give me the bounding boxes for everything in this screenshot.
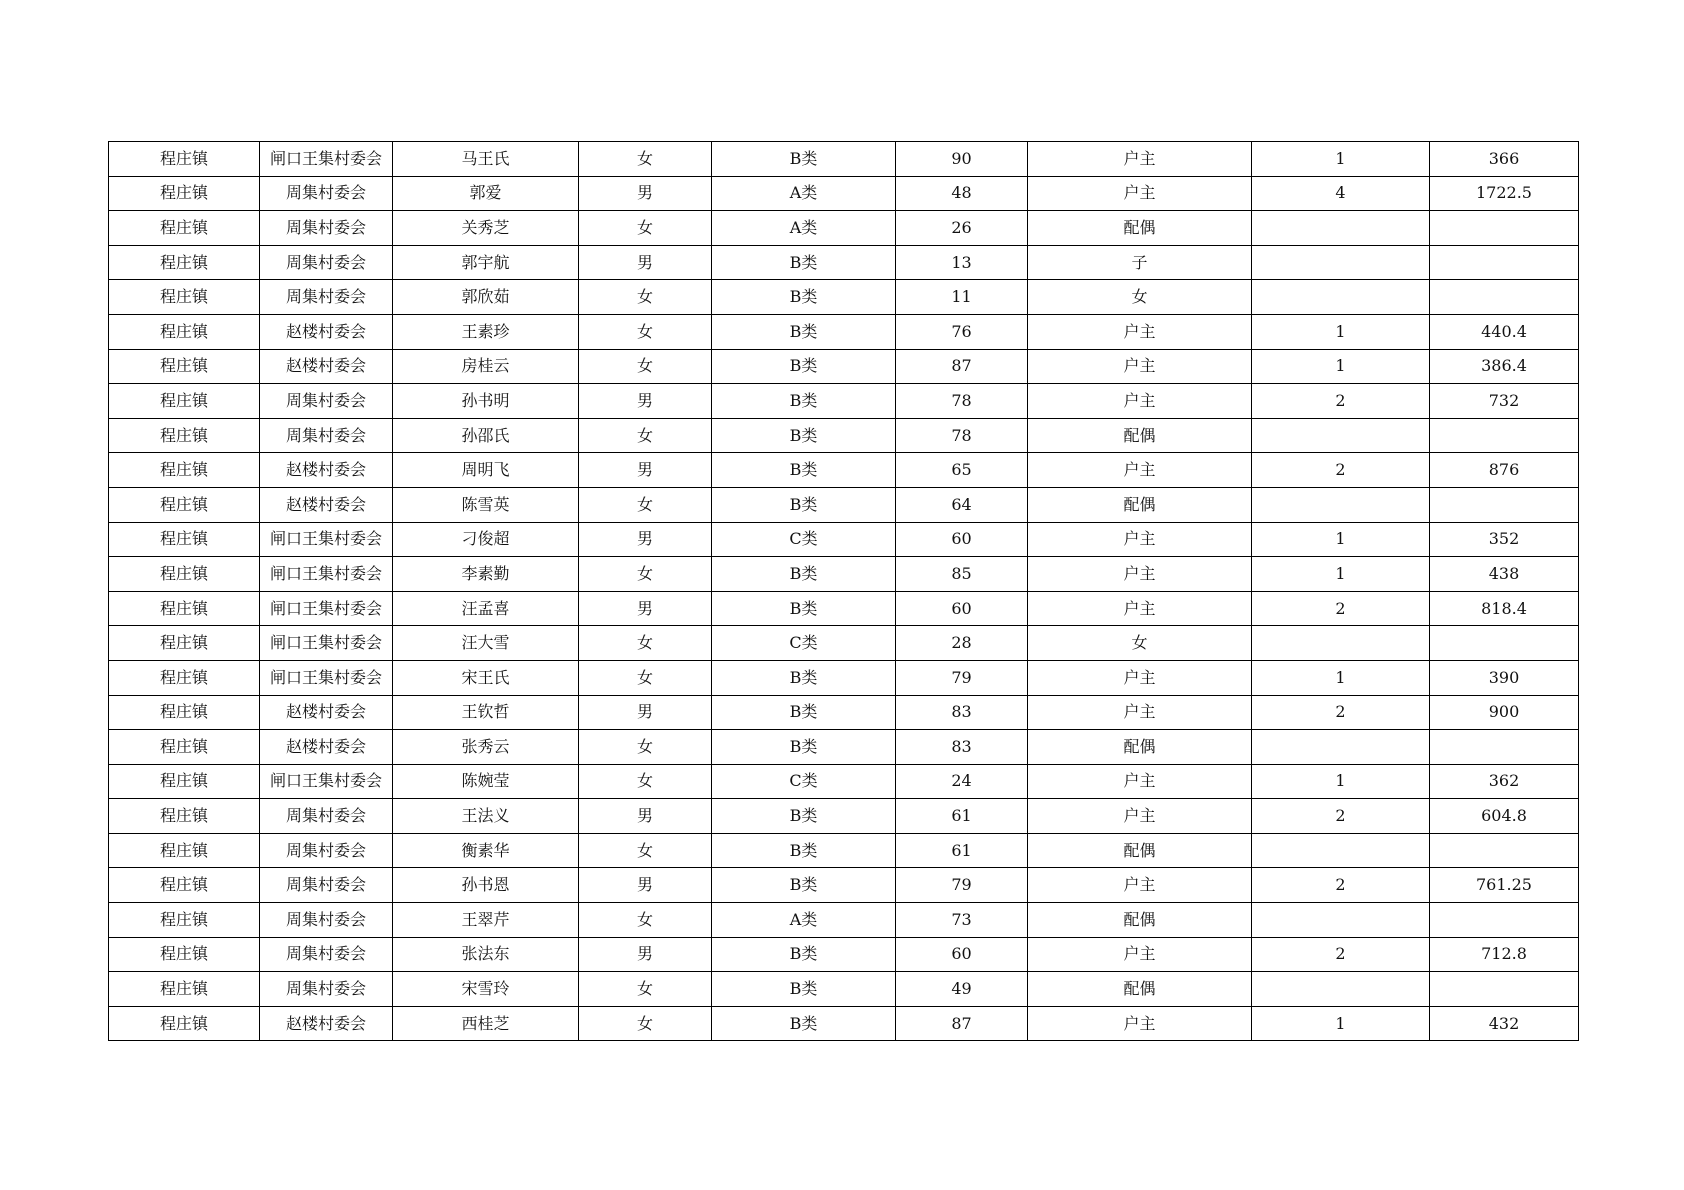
relation-cell: 女 [1028,280,1252,315]
category-cell: B类 [712,972,896,1007]
table-row [109,280,1579,315]
village-cell: 闸口王集村委会 [260,591,393,626]
age-cell: 87 [896,349,1028,384]
village-cell: 周集村委会 [260,384,393,419]
table-row [109,349,1579,384]
gender-cell: 男 [579,868,712,903]
name-cell: 衡素华 [393,833,579,868]
age-cell: 60 [896,591,1028,626]
amount-cell [1430,730,1579,765]
amount-cell [1430,487,1579,522]
amount-cell [1430,903,1579,938]
name-cell: 李素勤 [393,557,579,592]
amount-cell: 432 [1430,1006,1579,1041]
age-cell: 78 [896,418,1028,453]
relation-cell: 配偶 [1028,487,1252,522]
gender-cell: 女 [579,833,712,868]
category-cell: B类 [712,557,896,592]
amount-cell: 1722.5 [1430,176,1579,211]
household-size-cell: 2 [1252,453,1430,488]
name-cell: 郭欣茹 [393,280,579,315]
relation-cell: 户主 [1028,557,1252,592]
age-cell: 49 [896,972,1028,1007]
name-cell: 郭爱 [393,176,579,211]
name-cell: 孙邵氏 [393,418,579,453]
gender-cell: 男 [579,522,712,557]
records-table [108,141,1579,1041]
amount-cell: 440.4 [1430,314,1579,349]
table-row [109,487,1579,522]
category-cell: B类 [712,1006,896,1041]
age-cell: 13 [896,245,1028,280]
category-cell: B类 [712,833,896,868]
gender-cell: 女 [579,280,712,315]
table-row [109,660,1579,695]
town-cell: 程庄镇 [109,487,260,522]
household-size-cell: 1 [1252,349,1430,384]
relation-cell: 户主 [1028,868,1252,903]
age-cell: 79 [896,660,1028,695]
age-cell: 83 [896,695,1028,730]
amount-cell: 352 [1430,522,1579,557]
document-page [108,141,1578,1041]
age-cell: 60 [896,522,1028,557]
age-cell: 64 [896,487,1028,522]
name-cell: 陈雪英 [393,487,579,522]
gender-cell: 女 [579,314,712,349]
town-cell: 程庄镇 [109,245,260,280]
name-cell: 马王氏 [393,142,579,177]
table-body [109,142,1579,1041]
household-size-cell: 2 [1252,591,1430,626]
age-cell: 48 [896,176,1028,211]
amount-cell: 712.8 [1430,937,1579,972]
household-size-cell [1252,280,1430,315]
household-size-cell: 1 [1252,1006,1430,1041]
village-cell: 周集村委会 [260,280,393,315]
category-cell: B类 [712,453,896,488]
household-size-cell: 1 [1252,142,1430,177]
amount-cell: 900 [1430,695,1579,730]
village-cell: 周集村委会 [260,903,393,938]
village-cell: 赵楼村委会 [260,453,393,488]
relation-cell: 配偶 [1028,903,1252,938]
town-cell: 程庄镇 [109,799,260,834]
age-cell: 61 [896,833,1028,868]
town-cell: 程庄镇 [109,314,260,349]
category-cell: B类 [712,868,896,903]
village-cell: 周集村委会 [260,245,393,280]
gender-cell: 女 [579,1006,712,1041]
amount-cell [1430,211,1579,246]
category-cell: B类 [712,314,896,349]
village-cell: 闸口王集村委会 [260,626,393,661]
relation-cell: 户主 [1028,695,1252,730]
gender-cell: 女 [579,730,712,765]
table-row [109,903,1579,938]
age-cell: 60 [896,937,1028,972]
name-cell: 西桂芝 [393,1006,579,1041]
table-row [109,384,1579,419]
town-cell: 程庄镇 [109,418,260,453]
age-cell: 11 [896,280,1028,315]
relation-cell: 户主 [1028,384,1252,419]
table-row [109,211,1579,246]
category-cell: A类 [712,903,896,938]
village-cell: 赵楼村委会 [260,349,393,384]
name-cell: 孙书明 [393,384,579,419]
category-cell: B类 [712,591,896,626]
name-cell: 宋王氏 [393,660,579,695]
name-cell: 汪孟喜 [393,591,579,626]
town-cell: 程庄镇 [109,1006,260,1041]
town-cell: 程庄镇 [109,660,260,695]
category-cell: B类 [712,245,896,280]
household-size-cell: 2 [1252,868,1430,903]
name-cell: 房桂云 [393,349,579,384]
table-row [109,799,1579,834]
name-cell: 张秀云 [393,730,579,765]
age-cell: 28 [896,626,1028,661]
relation-cell: 户主 [1028,799,1252,834]
town-cell: 程庄镇 [109,349,260,384]
amount-cell [1430,280,1579,315]
category-cell: A类 [712,211,896,246]
age-cell: 79 [896,868,1028,903]
relation-cell: 户主 [1028,1006,1252,1041]
gender-cell: 女 [579,418,712,453]
household-size-cell [1252,730,1430,765]
relation-cell: 户主 [1028,142,1252,177]
household-size-cell: 1 [1252,764,1430,799]
category-cell: B类 [712,487,896,522]
name-cell: 王钦哲 [393,695,579,730]
household-size-cell [1252,487,1430,522]
town-cell: 程庄镇 [109,280,260,315]
household-size-cell [1252,245,1430,280]
household-size-cell: 1 [1252,557,1430,592]
category-cell: B类 [712,937,896,972]
amount-cell [1430,833,1579,868]
gender-cell: 男 [579,453,712,488]
amount-cell: 362 [1430,764,1579,799]
category-cell: C类 [712,522,896,557]
relation-cell: 配偶 [1028,211,1252,246]
household-size-cell [1252,972,1430,1007]
table-row [109,176,1579,211]
gender-cell: 女 [579,626,712,661]
relation-cell: 配偶 [1028,833,1252,868]
village-cell: 闸口王集村委会 [260,522,393,557]
gender-cell: 女 [579,764,712,799]
name-cell: 汪大雪 [393,626,579,661]
relation-cell: 户主 [1028,453,1252,488]
gender-cell: 女 [579,903,712,938]
village-cell: 闸口王集村委会 [260,660,393,695]
name-cell: 宋雪玲 [393,972,579,1007]
household-size-cell [1252,626,1430,661]
village-cell: 周集村委会 [260,211,393,246]
age-cell: 73 [896,903,1028,938]
town-cell: 程庄镇 [109,453,260,488]
amount-cell: 386.4 [1430,349,1579,384]
town-cell: 程庄镇 [109,626,260,661]
household-size-cell: 1 [1252,522,1430,557]
village-cell: 赵楼村委会 [260,1006,393,1041]
town-cell: 程庄镇 [109,764,260,799]
category-cell: B类 [712,799,896,834]
amount-cell [1430,626,1579,661]
relation-cell: 户主 [1028,660,1252,695]
village-cell: 赵楼村委会 [260,314,393,349]
name-cell: 郭宇航 [393,245,579,280]
gender-cell: 女 [579,557,712,592]
gender-cell: 女 [579,487,712,522]
household-size-cell: 2 [1252,695,1430,730]
household-size-cell: 2 [1252,799,1430,834]
category-cell: A类 [712,176,896,211]
amount-cell: 761.25 [1430,868,1579,903]
name-cell: 王法义 [393,799,579,834]
name-cell: 刁俊超 [393,522,579,557]
amount-cell [1430,972,1579,1007]
household-size-cell [1252,833,1430,868]
age-cell: 76 [896,314,1028,349]
age-cell: 24 [896,764,1028,799]
age-cell: 87 [896,1006,1028,1041]
gender-cell: 女 [579,142,712,177]
relation-cell: 配偶 [1028,972,1252,1007]
village-cell: 闸口王集村委会 [260,142,393,177]
household-size-cell: 1 [1252,314,1430,349]
relation-cell: 户主 [1028,764,1252,799]
gender-cell: 女 [579,972,712,1007]
table-row [109,972,1579,1007]
gender-cell: 男 [579,799,712,834]
table-row [109,557,1579,592]
age-cell: 61 [896,799,1028,834]
name-cell: 关秀芝 [393,211,579,246]
category-cell: C类 [712,626,896,661]
amount-cell: 390 [1430,660,1579,695]
table-row [109,868,1579,903]
category-cell: B类 [712,695,896,730]
village-cell: 赵楼村委会 [260,695,393,730]
age-cell: 26 [896,211,1028,246]
amount-cell [1430,245,1579,280]
category-cell: B类 [712,660,896,695]
table-row [109,695,1579,730]
household-size-cell: 4 [1252,176,1430,211]
table-row [109,833,1579,868]
table-row [109,418,1579,453]
relation-cell: 户主 [1028,314,1252,349]
table-row [109,1006,1579,1041]
town-cell: 程庄镇 [109,384,260,419]
category-cell: B类 [712,418,896,453]
category-cell: C类 [712,764,896,799]
amount-cell: 876 [1430,453,1579,488]
town-cell: 程庄镇 [109,903,260,938]
town-cell: 程庄镇 [109,833,260,868]
amount-cell: 732 [1430,384,1579,419]
town-cell: 程庄镇 [109,695,260,730]
household-size-cell [1252,418,1430,453]
table-row [109,314,1579,349]
table-row [109,937,1579,972]
relation-cell: 配偶 [1028,730,1252,765]
gender-cell: 男 [579,176,712,211]
table-row [109,142,1579,177]
household-size-cell: 1 [1252,660,1430,695]
gender-cell: 女 [579,211,712,246]
relation-cell: 子 [1028,245,1252,280]
amount-cell: 438 [1430,557,1579,592]
name-cell: 陈婉莹 [393,764,579,799]
table-row [109,591,1579,626]
household-size-cell [1252,211,1430,246]
gender-cell: 男 [579,695,712,730]
relation-cell: 女 [1028,626,1252,661]
table-row [109,245,1579,280]
name-cell: 张法东 [393,937,579,972]
table-row [109,626,1579,661]
village-cell: 周集村委会 [260,868,393,903]
town-cell: 程庄镇 [109,591,260,626]
town-cell: 程庄镇 [109,522,260,557]
name-cell: 周明飞 [393,453,579,488]
village-cell: 周集村委会 [260,972,393,1007]
name-cell: 孙书恩 [393,868,579,903]
relation-cell: 户主 [1028,349,1252,384]
amount-cell: 604.8 [1430,799,1579,834]
age-cell: 85 [896,557,1028,592]
category-cell: B类 [712,349,896,384]
relation-cell: 户主 [1028,937,1252,972]
village-cell: 周集村委会 [260,937,393,972]
town-cell: 程庄镇 [109,937,260,972]
category-cell: B类 [712,280,896,315]
village-cell: 赵楼村委会 [260,730,393,765]
name-cell: 王翠芹 [393,903,579,938]
amount-cell: 366 [1430,142,1579,177]
town-cell: 程庄镇 [109,868,260,903]
household-size-cell: 2 [1252,384,1430,419]
relation-cell: 户主 [1028,176,1252,211]
gender-cell: 男 [579,384,712,419]
village-cell: 闸口王集村委会 [260,764,393,799]
town-cell: 程庄镇 [109,211,260,246]
village-cell: 赵楼村委会 [260,487,393,522]
table-row [109,453,1579,488]
village-cell: 周集村委会 [260,176,393,211]
relation-cell: 户主 [1028,591,1252,626]
town-cell: 程庄镇 [109,176,260,211]
gender-cell: 女 [579,349,712,384]
age-cell: 83 [896,730,1028,765]
gender-cell: 女 [579,660,712,695]
town-cell: 程庄镇 [109,142,260,177]
amount-cell [1430,418,1579,453]
age-cell: 90 [896,142,1028,177]
village-cell: 周集村委会 [260,833,393,868]
village-cell: 周集村委会 [260,799,393,834]
age-cell: 65 [896,453,1028,488]
age-cell: 78 [896,384,1028,419]
amount-cell: 818.4 [1430,591,1579,626]
gender-cell: 男 [579,591,712,626]
town-cell: 程庄镇 [109,557,260,592]
gender-cell: 男 [579,245,712,280]
village-cell: 闸口王集村委会 [260,557,393,592]
table-row [109,522,1579,557]
gender-cell: 男 [579,937,712,972]
relation-cell: 配偶 [1028,418,1252,453]
household-size-cell [1252,903,1430,938]
household-size-cell: 2 [1252,937,1430,972]
village-cell: 周集村委会 [260,418,393,453]
relation-cell: 户主 [1028,522,1252,557]
category-cell: B类 [712,730,896,765]
category-cell: B类 [712,384,896,419]
town-cell: 程庄镇 [109,972,260,1007]
table-row [109,764,1579,799]
name-cell: 王素珍 [393,314,579,349]
category-cell: B类 [712,142,896,177]
table-row [109,730,1579,765]
town-cell: 程庄镇 [109,730,260,765]
